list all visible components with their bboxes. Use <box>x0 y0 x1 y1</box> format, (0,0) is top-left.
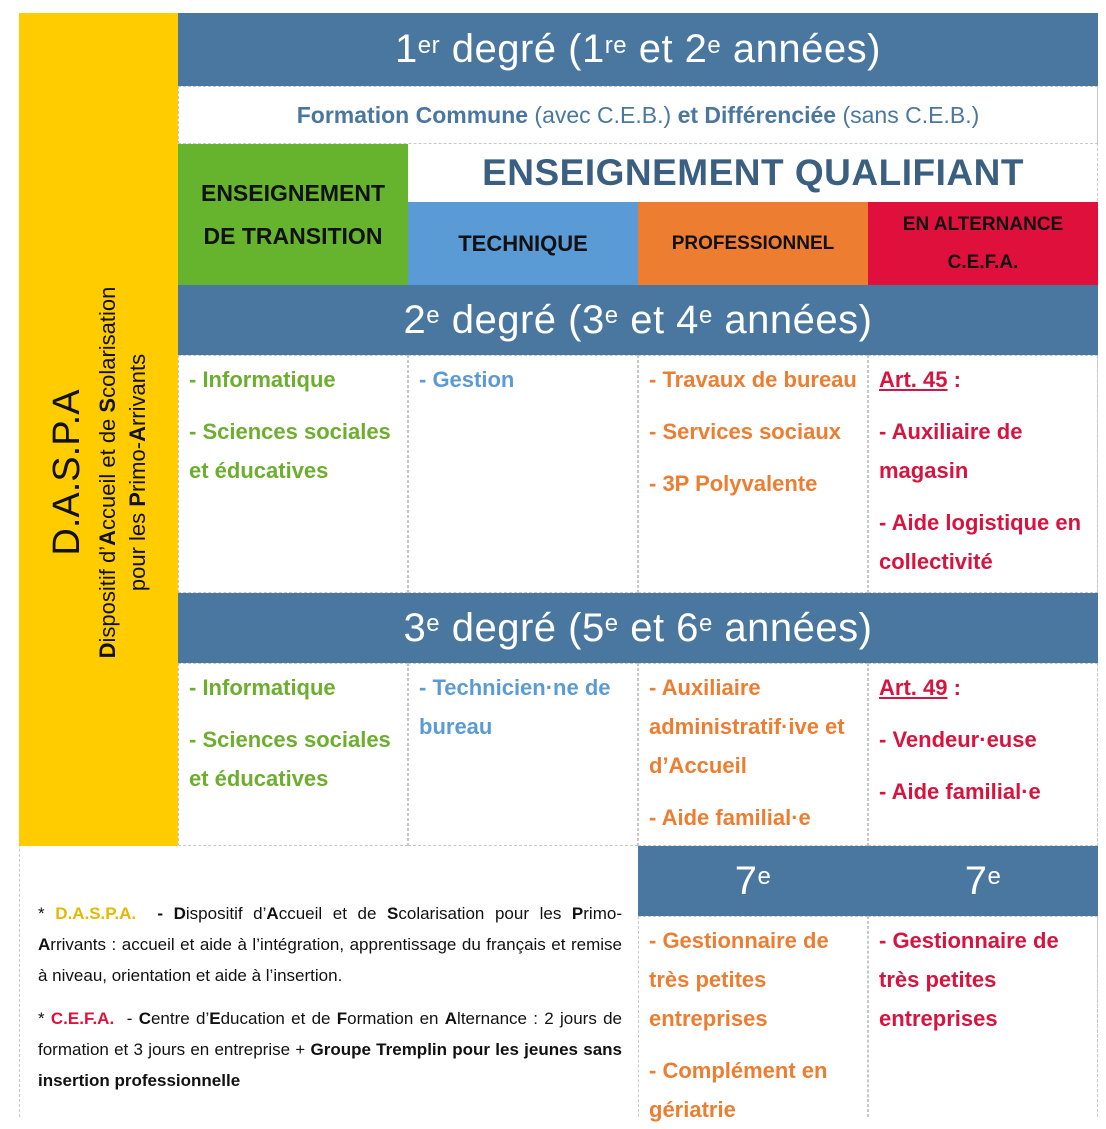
list-item: - Complément en gériatrie <box>649 1058 828 1122</box>
list-item: - Travaux de bureau <box>649 367 857 392</box>
degree-1-banner: 1 $^{er}$ degré (1 $^{re}$ et 2 $^e$ années) <box>178 13 1098 86</box>
list-item: - Auxiliaire administratif·ive et d’Accueil <box>649 675 845 778</box>
article-title: Art. 49 : <box>879 675 961 700</box>
list-item: - Aide familial·e <box>879 779 1041 804</box>
footnote-cefa: * C.E.F.A. - Centre d’Education et de Formation en Alternance : 2 jours de formation et 3 jours en entreprise + Groupe Tremplin pour les jeunes sans insertion professionnelle <box>38 1009 627 1090</box>
footnote-daspa: * D.A.S.P.A. - Dispositif d’Accueil et de Scolarisation pour les Primo-Arrivants : accueil et aide à l’intégration, apprentissage du français et remise à niveau, orientation et aide à l’insertion. <box>38 904 627 985</box>
degree-2-professionnel-cell <box>638 355 868 593</box>
header-alternance <box>868 202 1098 285</box>
degree-3-transition-cell <box>178 663 408 846</box>
degree-2-technique-cell <box>408 355 638 593</box>
degree-3-alternance-cell <box>868 663 1098 846</box>
list-item: - Aide logistique en collectivité <box>879 510 1082 574</box>
list-item: - Aide familial·e <box>649 805 811 830</box>
formation-row: Formation Commune (avec C.E.B.) et Différenciée (sans C.E.B.) <box>178 86 1098 144</box>
list-item: - Informatique <box>189 675 336 700</box>
degree-2-alternance-cell <box>868 355 1098 593</box>
list-item: - Gestionnaire de très petites entreprises <box>649 928 829 1031</box>
daspa-line-2: pour les Primo-Arrivants <box>124 353 150 592</box>
daspa-acronym: D.A.S.P.A <box>45 389 88 556</box>
list-item: - 3P Polyvalente <box>649 471 818 496</box>
degree-3-technique-cell <box>408 663 638 846</box>
footnotes <box>38 898 627 1108</box>
daspa-line-1: Dispositif d’Accueil et de Scolarisation <box>94 286 120 659</box>
degree-3-professionnel-cell <box>638 663 868 846</box>
header-professionnel: PROFESSIONNEL <box>638 202 868 285</box>
seventh-professionnel-banner: 7 $^e$ <box>638 846 868 916</box>
list-item: - Gestion <box>419 367 515 392</box>
degree-2-transition-cell <box>178 355 408 593</box>
header-transition: ENSEIGNEMENT DE TRANSITION <box>178 144 408 285</box>
list-item: - Informatique <box>189 367 336 392</box>
seventh-alternance-banner: 7 $^e$ <box>868 846 1098 916</box>
list-item: - Vendeur·euse <box>879 727 1037 752</box>
list-item: - Sciences sociales et éducatives <box>189 419 391 483</box>
article-title: Art. 45 : <box>879 367 961 392</box>
header-technique: TECHNIQUE <box>408 202 638 285</box>
list-item: - Sciences sociales et éducatives <box>189 727 391 791</box>
list-item: - Services sociaux <box>649 419 842 444</box>
seventh-alternance-cell <box>868 916 1098 1117</box>
list-item: - Auxiliaire de magasin <box>879 419 1023 483</box>
header-qualifiant: ENSEIGNEMENT QUALIFIANT <box>482 152 1024 193</box>
header-alternance-line-1: EN ALTERNANCE <box>902 213 1064 235</box>
header-alternance-line-2: C.E.F.A. <box>947 251 1019 273</box>
degree-2-banner: 2 $^e$ degré (3 $^e$ et 4 $^e$ années) <box>178 285 1098 355</box>
degree-3-banner: 3 $^e$ degré (5 $^e$ et 6 $^e$ années) <box>178 593 1098 663</box>
list-item: - Gestionnaire de très petites entreprises <box>879 928 1059 1031</box>
daspa-rotated-text <box>19 56 178 889</box>
seventh-professionnel-cell <box>638 916 868 1122</box>
daspa-sidebar <box>19 13 178 846</box>
list-item: - Technicien·ne de bureau <box>419 675 611 739</box>
